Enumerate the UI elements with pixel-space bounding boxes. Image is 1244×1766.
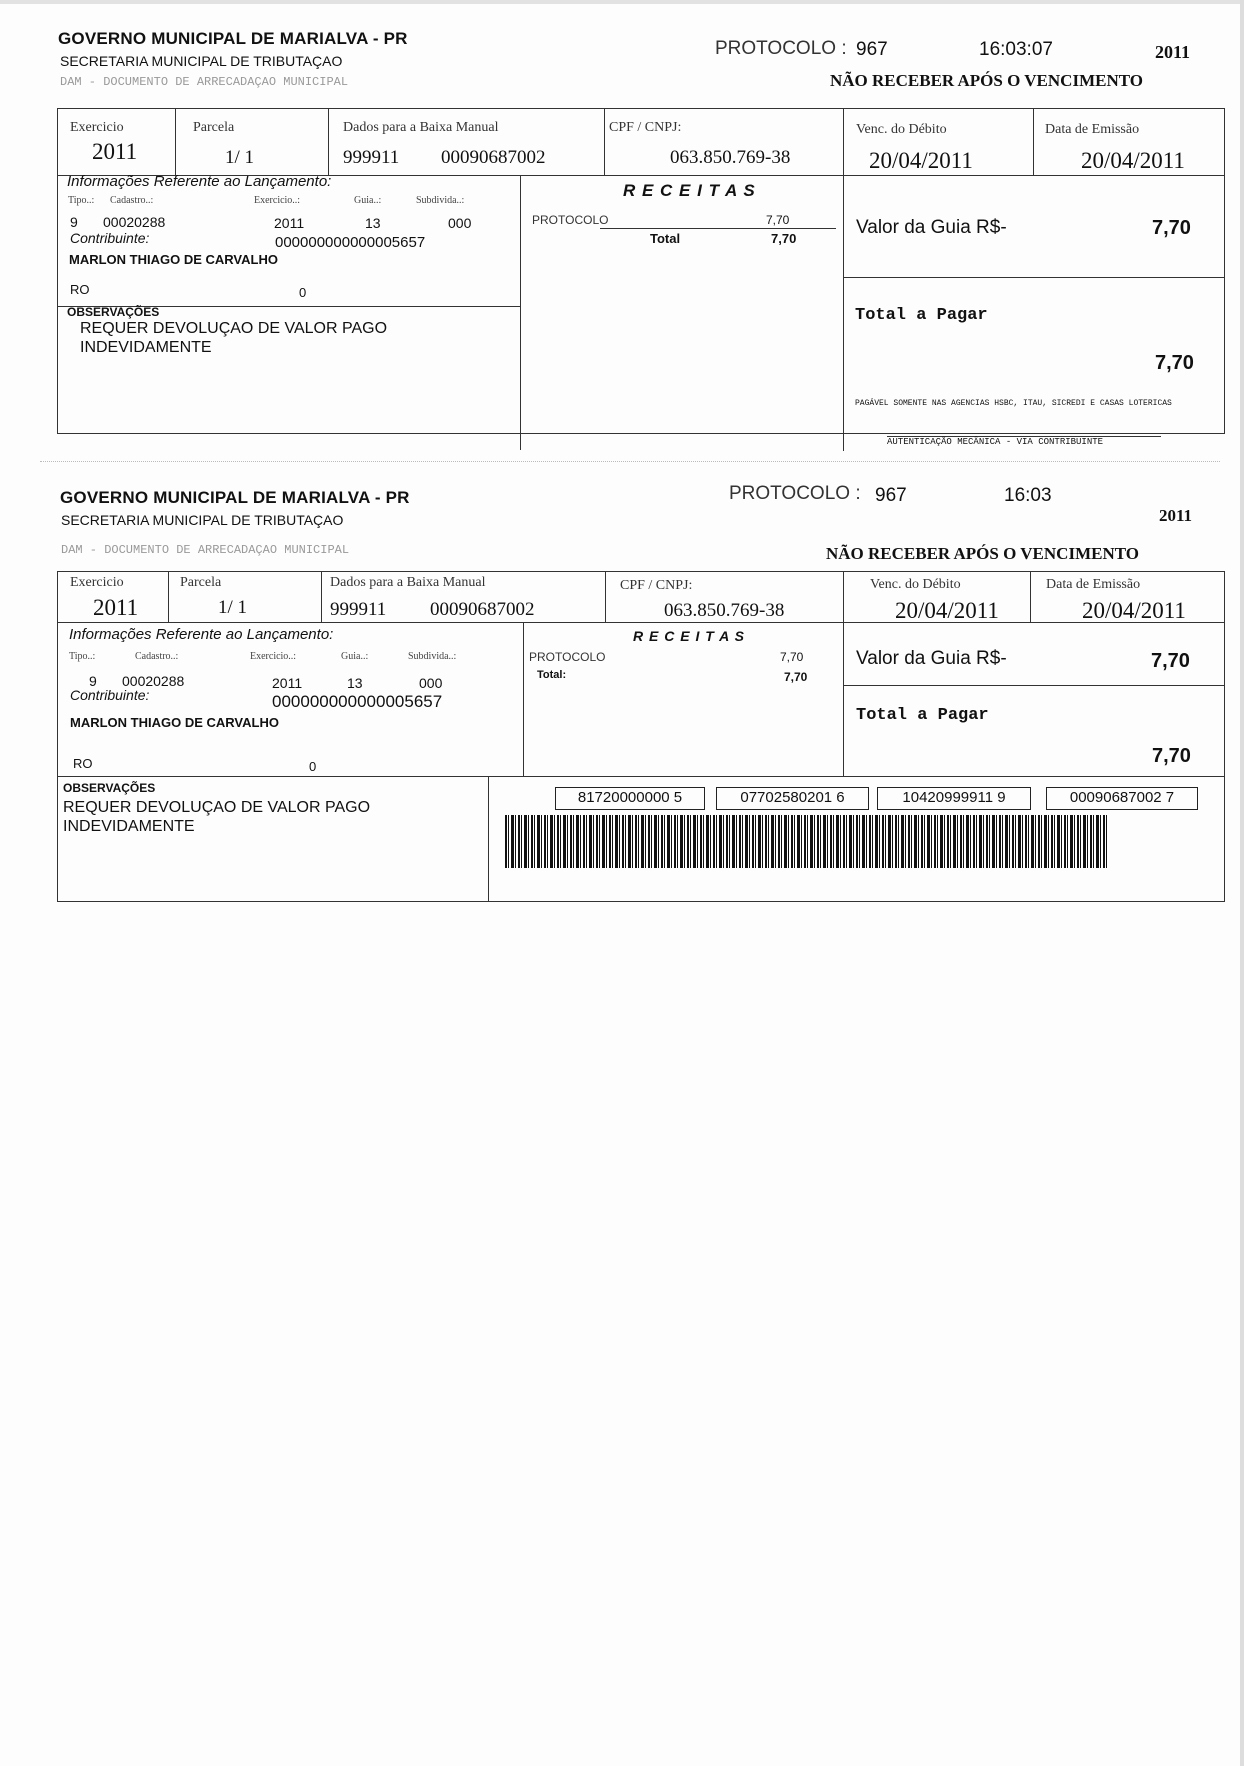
receita-total-value: 7,70 xyxy=(771,231,797,246)
exercicio-value: 2011 xyxy=(93,595,139,620)
emissao-value: 20/04/2011 xyxy=(1082,598,1186,623)
uf-value: RO xyxy=(73,756,93,771)
no-receive-warning: NÃO RECEBER APÓS O VENCIMENTO xyxy=(830,71,1143,90)
cpf-value: 063.850.769-38 xyxy=(670,147,791,168)
guia-value: 13 xyxy=(365,215,381,231)
header-year: 2011 xyxy=(1155,42,1191,62)
subdivida-value: 000 xyxy=(448,215,472,231)
barcode-digits-4: 00090687002 7 xyxy=(1046,787,1198,810)
contribuinte-label: Contribuinte: xyxy=(70,230,150,246)
subdivida-value: 000 xyxy=(419,675,443,691)
cpf-label: CPF / CNPJ: xyxy=(609,120,682,135)
observacoes-line-2: INDEVIDAMENTE xyxy=(80,339,212,356)
total-a-pagar-value: 7,70 xyxy=(1152,745,1191,767)
baixa-manual-label: Dados para a Baixa Manual xyxy=(330,575,486,590)
receitas-title: R E C E I T A S xyxy=(623,181,756,200)
cadastro-label: Cadastro..: xyxy=(135,651,179,662)
parcela-value: 1/ 1 xyxy=(225,147,255,168)
cadastro-value: 00020288 xyxy=(103,214,166,230)
emissao-label: Data de Emissão xyxy=(1046,577,1141,592)
emission-time: 16:03 xyxy=(1004,485,1052,506)
info-lancamento-title: Informações Referente ao Lançamento: xyxy=(67,173,332,190)
observacoes-label: OBSERVAÇÕES xyxy=(67,305,160,319)
exercicio-small-label: Exercicio..: xyxy=(250,651,297,662)
dam-label: DAM - DOCUMENTO DE ARRECADAÇAO MUNICIPAL xyxy=(60,75,349,89)
receitas-title: R E C E I T A S xyxy=(633,628,745,644)
guia-value: 13 xyxy=(347,675,363,691)
secretaria-subtitle: SECRETARIA MUNICIPAL DE TRIBUTAÇAO xyxy=(61,512,344,528)
total-a-pagar-label: Total a Pagar xyxy=(855,306,988,325)
venc-value: 20/04/2011 xyxy=(895,598,999,623)
exercicio-label: Exercicio xyxy=(70,120,124,135)
zero-value: 0 xyxy=(299,285,307,300)
tipo-label: Tipo..: xyxy=(69,651,96,662)
tipo-value: 9 xyxy=(89,673,97,689)
emissao-value: 20/04/2011 xyxy=(1081,148,1185,173)
dam-label: DAM - DOCUMENTO DE ARRECADAÇAO MUNICIPAL xyxy=(61,543,350,557)
contribuinte-code: 000000000000005657 xyxy=(275,234,426,251)
autenticacao-mecanica: AUTENTICAÇÃO MECÂNICA - VIA CONTRIBUINTE xyxy=(887,437,1104,447)
valor-guia-value: 7,70 xyxy=(1151,650,1190,672)
page-edge-right xyxy=(1240,0,1244,1766)
header-year: 2011 xyxy=(1159,506,1193,525)
zero-value: 0 xyxy=(309,759,317,774)
observacoes-line-2: INDEVIDAMENTE xyxy=(63,818,195,835)
tipo-value: 9 xyxy=(70,214,78,230)
cpf-value: 063.850.769-38 xyxy=(664,600,785,621)
cadastro-value: 00020288 xyxy=(122,673,185,689)
barcode-digits-2: 07702580201 6 xyxy=(716,787,869,810)
receita-item-value: 7,70 xyxy=(780,650,804,664)
emissao-label: Data de Emissão xyxy=(1045,122,1140,137)
total-a-pagar-label: Total a Pagar xyxy=(856,706,989,725)
protocolo-label: PROTOCOLO : xyxy=(715,38,847,59)
valor-guia-value: 7,70 xyxy=(1152,217,1191,239)
receita-total-label: Total xyxy=(650,231,681,246)
contribuinte-code: 000000000000005657 xyxy=(272,692,443,711)
baixa-manual-label: Dados para a Baixa Manual xyxy=(343,120,499,135)
no-receive-warning: NÃO RECEBER APÓS O VENCIMENTO xyxy=(826,544,1139,563)
government-title: GOVERNO MUNICIPAL DE MARIALVA - PR xyxy=(58,29,408,48)
exercicio-value: 2011 xyxy=(92,139,138,164)
contribuinte-label: Contribuinte: xyxy=(70,687,150,703)
baixa-code-1: 999911 xyxy=(343,147,400,168)
secretaria-subtitle: SECRETARIA MUNICIPAL DE TRIBUTAÇAO xyxy=(60,53,343,69)
protocolo-number: 967 xyxy=(856,39,888,60)
baixa-code-2: 00090687002 xyxy=(441,147,546,168)
venc-label: Venc. do Débito xyxy=(870,577,961,592)
parcela-label: Parcela xyxy=(193,120,235,135)
exercicio-small-value: 2011 xyxy=(274,215,305,231)
contribuinte-name: MARLON THIAGO DE CARVALHO xyxy=(70,715,279,730)
observacoes-line-1: REQUER DEVOLUÇAO DE VALOR PAGO xyxy=(80,320,388,337)
parcela-value: 1/ 1 xyxy=(218,597,248,618)
exercicio-small-label: Exercicio..: xyxy=(254,195,301,206)
observacoes-label: OBSERVAÇÕES xyxy=(63,781,156,795)
guia-label: Guia..: xyxy=(354,195,382,206)
guia-label: Guia..: xyxy=(341,651,369,662)
cadastro-label: Cadastro..: xyxy=(110,195,154,206)
baixa-code-2: 00090687002 xyxy=(430,599,535,620)
government-title: GOVERNO MUNICIPAL DE MARIALVA - PR xyxy=(60,488,410,507)
protocolo-number: 967 xyxy=(875,485,907,506)
venc-value: 20/04/2011 xyxy=(869,148,973,173)
cut-line xyxy=(40,461,1220,462)
total-a-pagar-value: 7,70 xyxy=(1155,352,1194,374)
emission-time: 16:03:07 xyxy=(979,39,1053,60)
receita-item-label: PROTOCOLO xyxy=(532,213,609,227)
tipo-label: Tipo..: xyxy=(68,195,95,206)
valor-guia-label: Valor da Guia R$- xyxy=(856,217,1007,238)
uf-value: RO xyxy=(70,282,90,297)
contribuinte-name: MARLON THIAGO DE CARVALHO xyxy=(69,252,278,267)
page-edge-top xyxy=(0,0,1244,4)
barcode-image xyxy=(505,815,1109,868)
exercicio-label: Exercicio xyxy=(70,575,124,590)
observacoes-line-1: REQUER DEVOLUÇAO DE VALOR PAGO xyxy=(63,799,371,816)
info-lancamento-title: Informações Referente ao Lançamento: xyxy=(69,626,334,643)
exercicio-small-value: 2011 xyxy=(272,675,303,691)
receita-total-value: 7,70 xyxy=(784,670,808,684)
baixa-code-1: 999911 xyxy=(330,599,387,620)
receita-item-value: 7,70 xyxy=(766,213,790,227)
valor-guia-label: Valor da Guia R$- xyxy=(856,648,1007,669)
pagavel-note: PAGÁVEL SOMENTE NAS AGENCIAS HSBC, ITAU, SICREDI E CASAS LOTERICAS xyxy=(855,399,1172,408)
receita-total-label: Total: xyxy=(537,669,567,681)
cpf-label: CPF / CNPJ: xyxy=(620,578,693,593)
venc-label: Venc. do Débito xyxy=(856,122,947,137)
parcela-label: Parcela xyxy=(180,575,222,590)
subdivida-label: Subdivida..: xyxy=(408,651,457,662)
barcode-digits-1: 81720000000 5 xyxy=(555,787,705,810)
protocolo-label: PROTOCOLO : xyxy=(729,483,861,504)
subdivida-label: Subdivida..: xyxy=(416,195,465,206)
receita-item-label: PROTOCOLO xyxy=(529,650,606,664)
barcode-digits-3: 10420999911 9 xyxy=(877,787,1031,810)
